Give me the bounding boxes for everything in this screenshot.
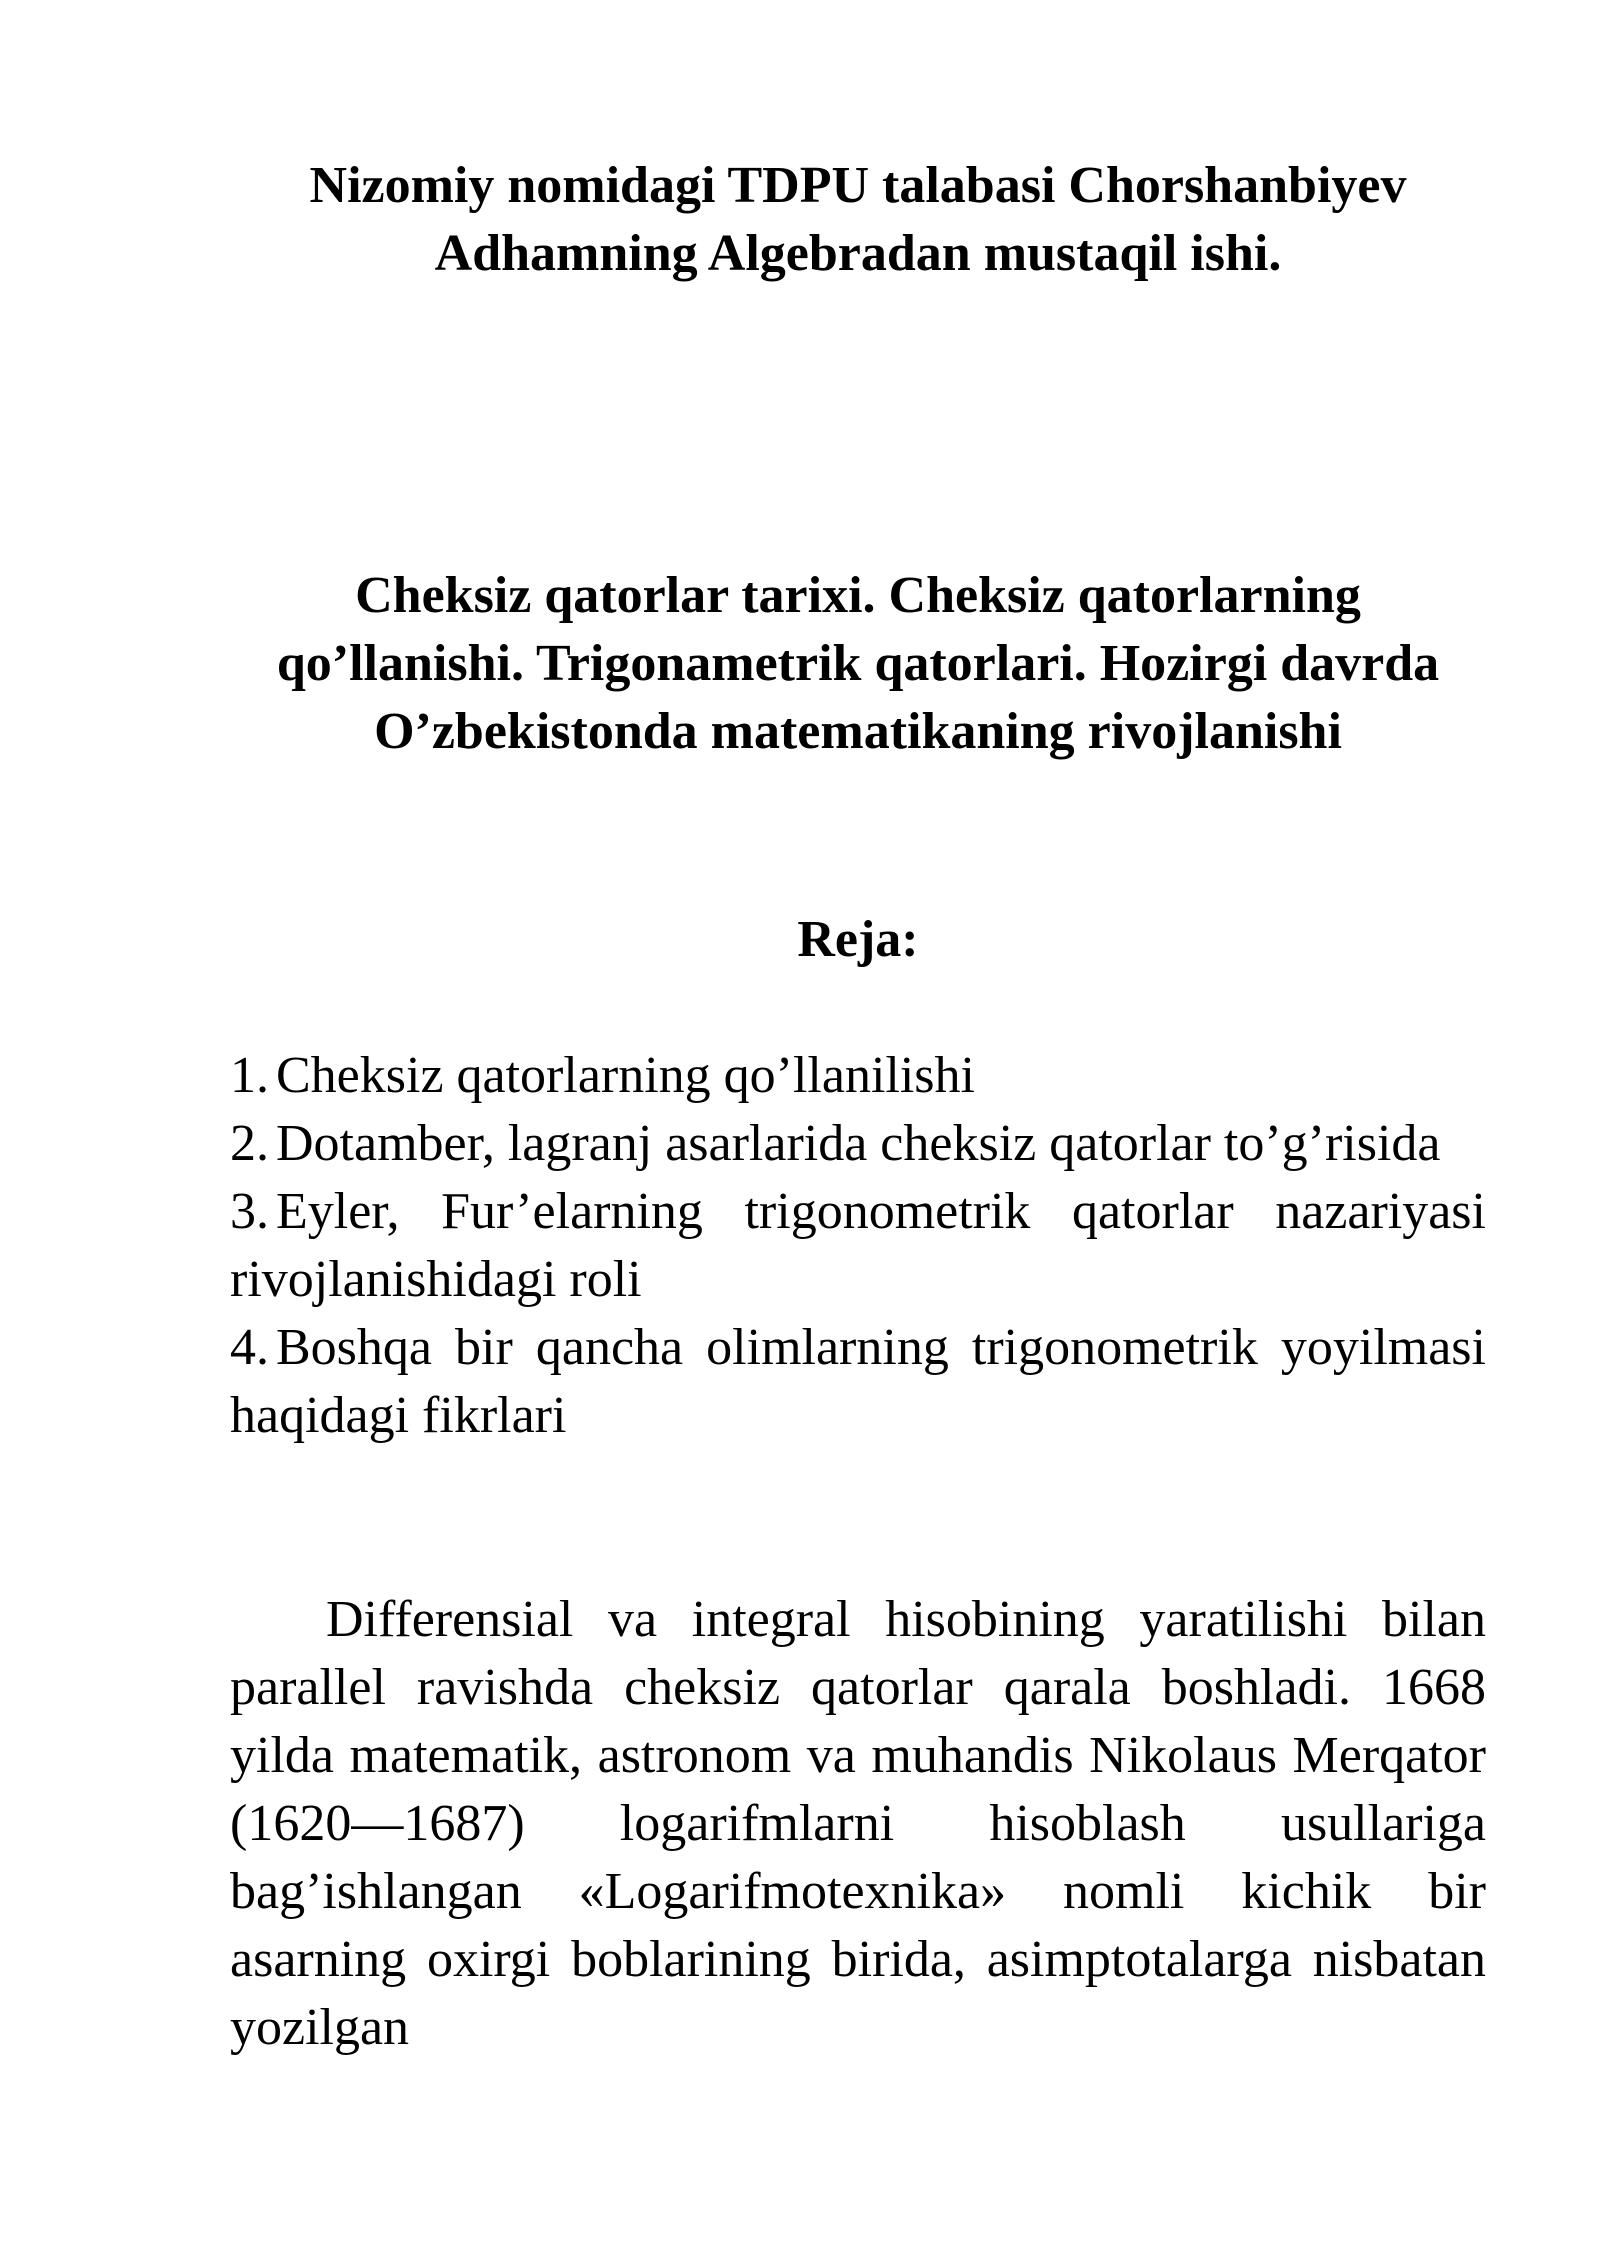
plan-item-number: 3.: [230, 1183, 269, 1240]
plan-heading: Reja:: [797, 911, 919, 968]
body-paragraph: Differensial va integral hisobining yaratilishi bilan parallel ravishda cheksiz qatorlar qarala boshladi. 1668 yilda matematik, astronom va muhandis Nikolaus Merqator (1620—1687) logarifmlarni hisoblash usullariga bag’ishlangan «Logarifmotexnika» nomli kichik bir asarning oxirgi boblarining birida, asimptotalarga nisbatan yozilgan: [230, 1591, 1486, 2056]
plan-item: [230, 1178, 1486, 1314]
plan-item: [230, 1042, 1486, 1110]
plan-item-number: 2.: [230, 1115, 269, 1172]
plan-item-text: Boshqa bir qancha olimlarning trigonometrik yoyilmasi haqidagi fikrlari: [230, 1319, 1486, 1444]
plan-item-number: 4.: [230, 1319, 269, 1376]
plan-item: [230, 1110, 1486, 1178]
plan-item: [230, 1314, 1486, 1450]
plan-list: [230, 1042, 1486, 1450]
plan-item-text: Cheksiz qatorlarning qo’llanilishi: [276, 1047, 975, 1104]
topic-heading: Cheksiz qatorlar tarixi. Cheksiz qatorlarning qo’llanishi. Trigonametrik qatorlari. Hozirgi davrda O’zbekistonda matematikaning rivojlanishi: [276, 567, 1440, 760]
author-heading: Nizomiy nomidagi TDPU talabasi Chorshanbiyev Adhamning Algebradan mustaqil ishi.: [309, 157, 1407, 282]
plan-item-text: Dotamber, lagranj asarlarida cheksiz qatorlar to’g’risida: [276, 1115, 1441, 1172]
plan-item-text: Eyler, Fur’elarning trigonometrik qatorlar nazariyasi rivojlanishidagi roli: [230, 1183, 1486, 1308]
plan-item-number: 1.: [230, 1047, 269, 1104]
